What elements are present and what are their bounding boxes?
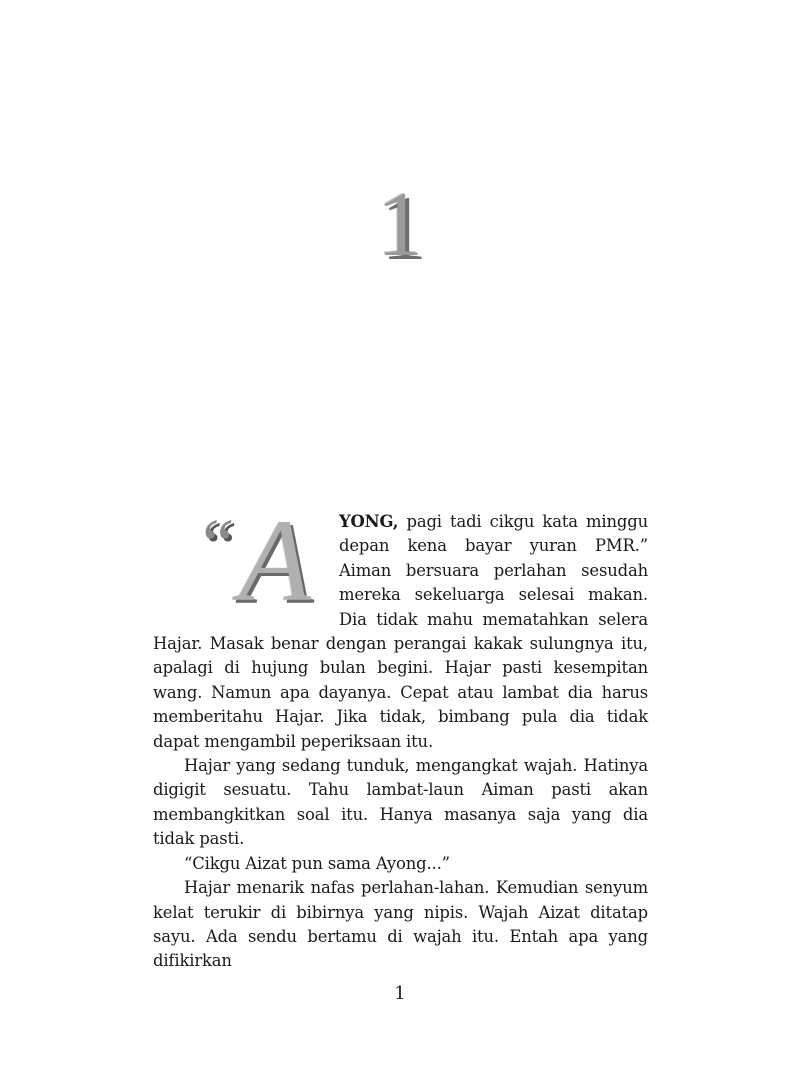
- paragraph-text: pagi tadi cikgu kata minggu depan kena bayar yuran PMR.” Aiman bersuara perlahan sesudah mereka sekeluarga selesai makan. Dia tidak mahu mematahkan selera Hajar. Masak benar dengan perangai kakak sulungnya itu, apalagi di hujung bulan begini. Hajar pasti kesempitan wang. Namun apa dayanya. Cepat atau lambat dia harus memberitahu Hajar. Jika tidak, bimbang pula dia tidak dapat mengambil peperiksaan itu.: [153, 512, 648, 751]
- paragraph-4: Hajar menarik nafas perlahan-lahan. Kemudian senyum kelat terukir di bibirnya yang nipis. Wajah Aizat ditatap sayu. Ada sendu bertamu di wajah itu. Entah apa yang difikirkan: [153, 878, 648, 971]
- drop-cap: [151, 495, 339, 626]
- chapter-body: [153, 495, 648, 974]
- drop-cap-quote: “: [195, 504, 235, 584]
- paragraph-2: Hajar yang sedang tunduk, mengangkat wajah. Hatinya digigit sesuatu. Tahu lambat-laun Aiman pasti akan membangkitkan soal itu. Hanya masanya saja yang dia tidak pasti.: [153, 756, 648, 849]
- paragraph-1: [153, 495, 648, 754]
- lead-word: YONG,: [339, 512, 399, 531]
- drop-cap-letter: A: [239, 495, 311, 626]
- paragraph-3: “Cikgu Aizat pun sama Ayong...”: [184, 853, 450, 873]
- chapter-number: 1: [377, 173, 423, 275]
- page-number: 1: [394, 983, 406, 1004]
